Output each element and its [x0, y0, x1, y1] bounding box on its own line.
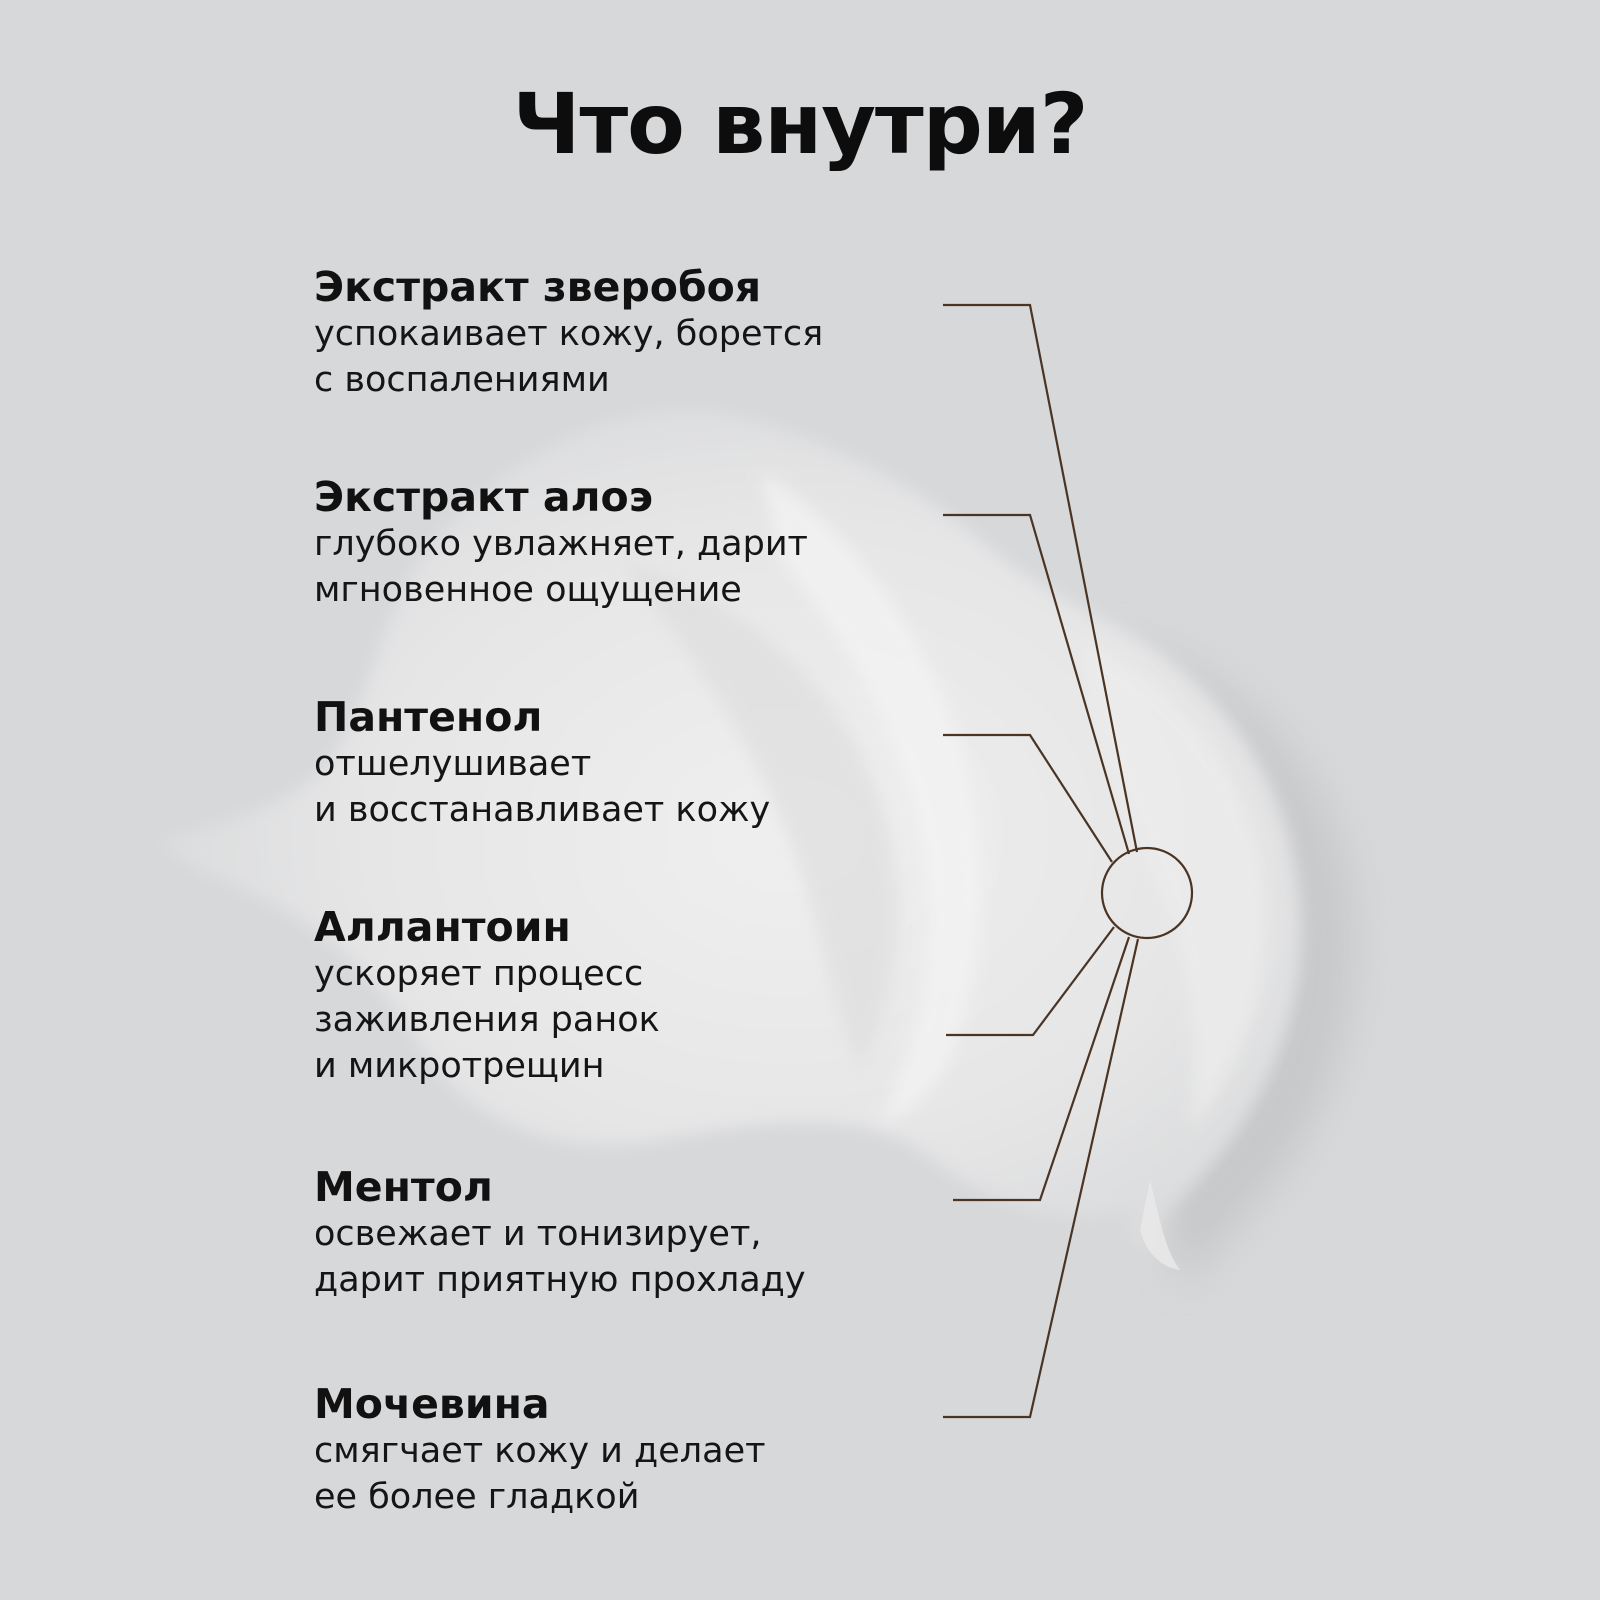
- ingredient-name: Пантенол: [314, 693, 543, 741]
- ingredient-description-line: ее более гладкой: [314, 1477, 640, 1517]
- ingredient-description-line: ускоряет процесс: [314, 954, 644, 994]
- connector-line: [943, 939, 1138, 1417]
- ingredient-name: Экстракт алоэ: [314, 473, 654, 521]
- ingredient-name: Экстракт зверобоя: [314, 263, 762, 311]
- ingredient-description-line: и микротрещин: [314, 1046, 605, 1086]
- ingredient-description-line: освежает и тонизирует,: [314, 1214, 762, 1254]
- ingredient-description-line: мгновенное ощущение: [314, 570, 742, 610]
- ingredient-description-line: заживления ранок: [314, 1000, 660, 1040]
- ingredient-description-line: и восстанавливает кожу: [314, 790, 771, 830]
- ingredient-description-line: успокаивает кожу, борется: [314, 314, 824, 354]
- connector-line: [943, 515, 1129, 854]
- ingredient-name: Мочевина: [314, 1380, 550, 1428]
- connector-line: [953, 937, 1129, 1200]
- ingredient-description-line: дарит приятную прохладу: [314, 1260, 806, 1300]
- connector-line: [946, 927, 1114, 1035]
- ingredient-description-line: отшелушивает: [314, 744, 592, 784]
- ingredient-description-line: смягчает кожу и делает: [314, 1431, 766, 1471]
- connector-line: [943, 735, 1112, 862]
- ingredient-name: Аллантоин: [314, 903, 571, 951]
- ingredient-description-line: глубоко увлажняет, дарит: [314, 524, 808, 564]
- ingredient-description-line: с воспалениями: [314, 360, 610, 400]
- page-title: Что внутри?: [512, 75, 1088, 173]
- ingredient-name: Ментол: [314, 1163, 493, 1211]
- hub-circle: [1102, 848, 1192, 938]
- connector-line: [943, 305, 1137, 852]
